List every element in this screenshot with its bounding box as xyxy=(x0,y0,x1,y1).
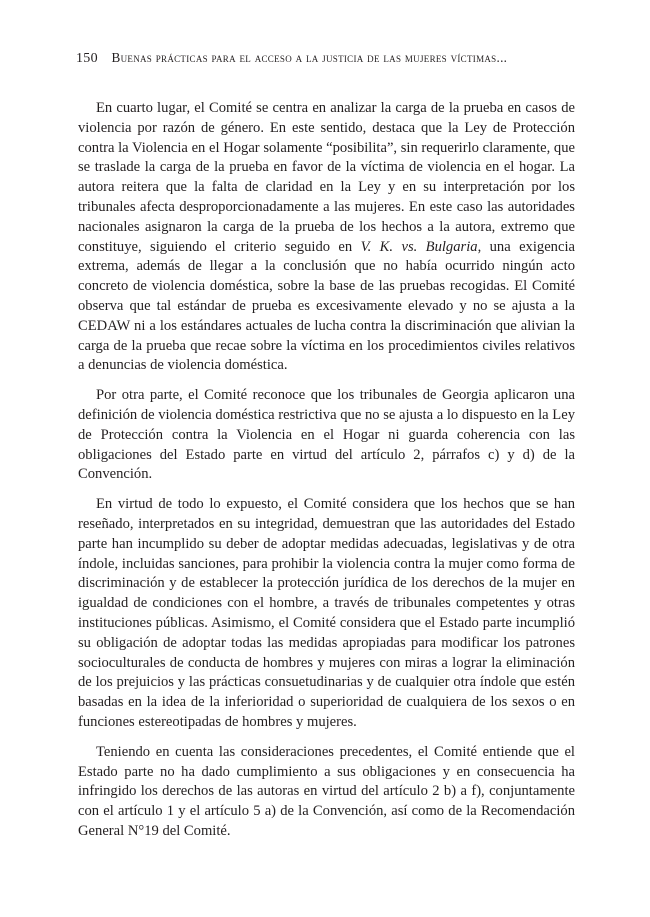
page-number: 150 xyxy=(76,51,98,66)
running-header xyxy=(76,50,576,67)
paragraph-text: En cuarto lugar, el Comité se centra en analizar la carga de la prueba en casos de violencia por razón de género. En este sentido, destaca que la Ley de Protección contra la Violencia en el Hogar solamente “posibilita”, sin requerirlo claramente, que se traslade la carga de la prueba en favor de la víctima de violencia en el hogar. La autora reitera que la falta de claridad en la Ley y en su interpretación por los tribunales afecta desproporcionadamente a las mujeres. En este caso las autoridades nacionales asignaron la carga de la prueba de los hechos a la autora, extremo que constituye, siguiendo el criterio seguido en xyxy=(78,100,575,255)
case-citation: V. K. vs. Bulgaria xyxy=(360,238,478,255)
paragraph-burden-of-proof xyxy=(78,99,575,376)
paragraph-state-failures: En virtud de todo lo expuesto, el Comité considera que los hechos que se han reseñado, interpretados en su integridad, demuestran que las autoridades del Estado parte han incumplido su deber de adoptar medidas adecuadas, legislativas y de otra índole, incluidas sanciones, para prohibir la violencia contra la mujer como forma de discriminación y de establecer la protección jurídica de los derechos de la mujer en igualdad de condiciones con el hombre, a través de tribunales competentes y otras instituciones públicas. Asimismo, el Comité considera que el Estado parte incumplió su obligación de adoptar todas las medidas apropiadas para modificar los patrones socioculturales de conducta de hombres y mujeres con miras a lograr la eliminación de los prejuicios y las prácticas consuetudinarias y de cualquier otra índole que estén basadas en la idea de la inferioridad o superioridad de cualquiera de los sexos o en funciones estereotipadas de hombres y mujeres. xyxy=(78,496,575,730)
paragraph-text: , una exigencia extrema, además de llegar a la conclusión que no había ocurrido ningún acto concreto de violencia doméstica, sobre la base de las pruebas recogidas. El Comité observa que tal estándar de prueba es excesivamente elevado y no se ajusta a la CEDAW ni a los estándares actuales de lucha contra la discriminación que alivian la carga de la prueba que recae sobre la víctima en los procedimientos civiles relativos a denuncias de violencia doméstica. xyxy=(78,238,575,374)
paragraph-restrictive-definition: Por otra parte, el Comité reconoce que los tribunales de Georgia aplicaron una definición de violencia doméstica restrictiva que no se ajusta a lo dispuesto en la Ley de Protección contra la Violencia en el Hogar ni guarda coherencia con las obligaciones del Estado parte en virtud del artículo 2, párrafos c) y d) de la Convención. xyxy=(78,387,575,483)
paragraph-conclusion: Teniendo en cuenta las consideraciones precedentes, el Comité entiende que el Estado parte no ha dado cumplimiento a sus obligaciones y en consecuencia ha infringido los derechos de las autoras en virtud del artículo 2 b) a f), conjuntamente con el artículo 1 y el artículo 5 a) de la Convención, así como de la Recomendación General N°19 del Comité. xyxy=(78,743,575,839)
running-title: Buenas prácticas para el acceso a la justicia de las mujeres víctimas... xyxy=(111,50,508,65)
body-text xyxy=(78,99,575,852)
